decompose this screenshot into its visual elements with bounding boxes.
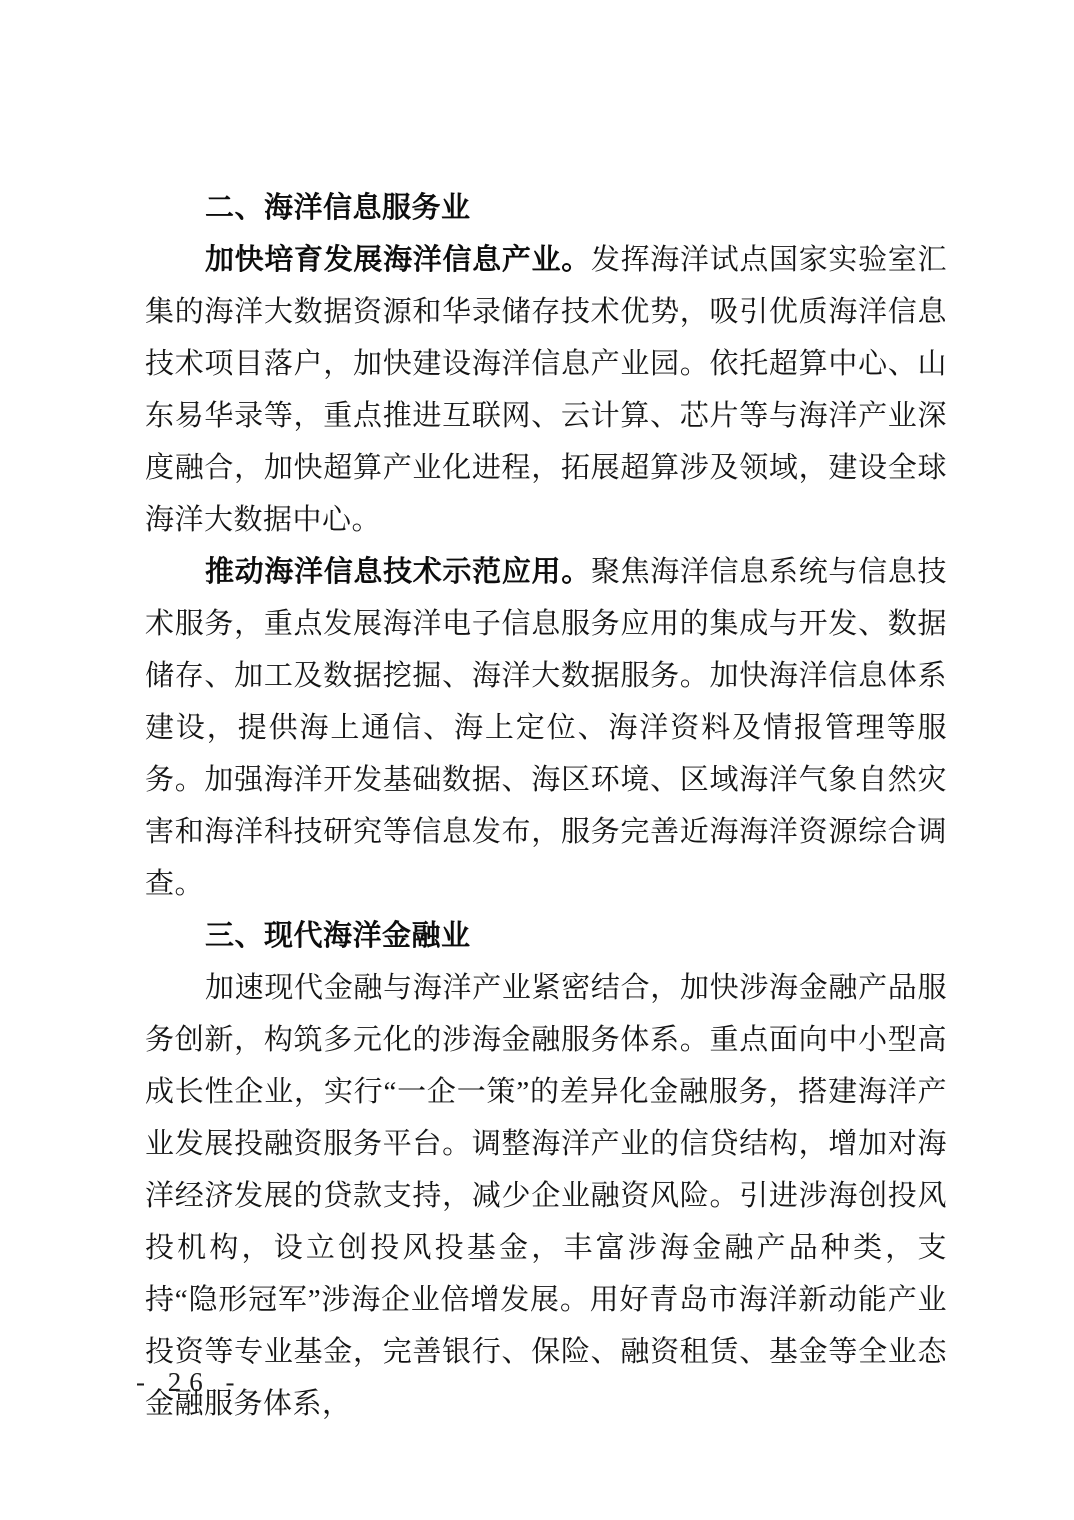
page-footer <box>136 1362 242 1402</box>
section-heading-marine-info-services: 二、海洋信息服务业 <box>205 192 471 224</box>
paragraph-marine-finance <box>145 962 947 1430</box>
page-number: - 26 - <box>136 1367 243 1397</box>
document-body <box>145 182 947 1430</box>
paragraph-marine-info-industry <box>145 234 947 546</box>
paragraph-lead-bold: 推动海洋信息技术示范应用。 <box>205 556 591 588</box>
paragraph-lead-bold: 加快培育发展海洋信息产业。 <box>205 244 591 276</box>
section-heading-modern-marine-finance: 三、现代海洋金融业 <box>205 920 471 952</box>
paragraph-text: 聚焦海洋信息系统与信息技术服务，重点发展海洋电子信息服务应用的集成与开发、数据储存、加工及数据挖掘、海洋大数据服务。加快海洋信息体系建设，提供海上通信、海上定位、海洋资料及情报管理等服务。加强海洋开发基础数据、海区环境、区域海洋气象自然灾害和海洋科技研究等信息发布，服务完善近海海洋资源综合调查。 <box>145 556 947 900</box>
paragraph-text: 发挥海洋试点国家实验室汇集的海洋大数据资源和华录储存技术优势，吸引优质海洋信息技术项目落户，加快建设海洋信息产业园。依托超算中心、山东易华录等，重点推进互联网、云计算、芯片等与海洋产业深度融合，加快超算产业化进程，拓展超算涉及领域，建设全球海洋大数据中心。 <box>145 244 947 536</box>
paragraph-marine-info-demo-application <box>145 546 947 910</box>
paragraph-text: 加速现代金融与海洋产业紧密结合，加快涉海金融产品服务创新，构筑多元化的涉海金融服务体系。重点面向中小型高成长性企业，实行“一企一策”的差异化金融服务，搭建海洋产业发展投融资服务平台。调整海洋产业的信贷结构，增加对海洋经济发展的贷款支持，减少企业融资风险。引进涉海创投风投机构，设立创投风投基金，丰富涉海金融产品种类，支持“隐形冠军”涉海企业倍增发展。用好青岛市海洋新动能产业投资等专业基金，完善银行、保险、融资租赁、基金等全业态金融服务体系， <box>145 972 947 1420</box>
